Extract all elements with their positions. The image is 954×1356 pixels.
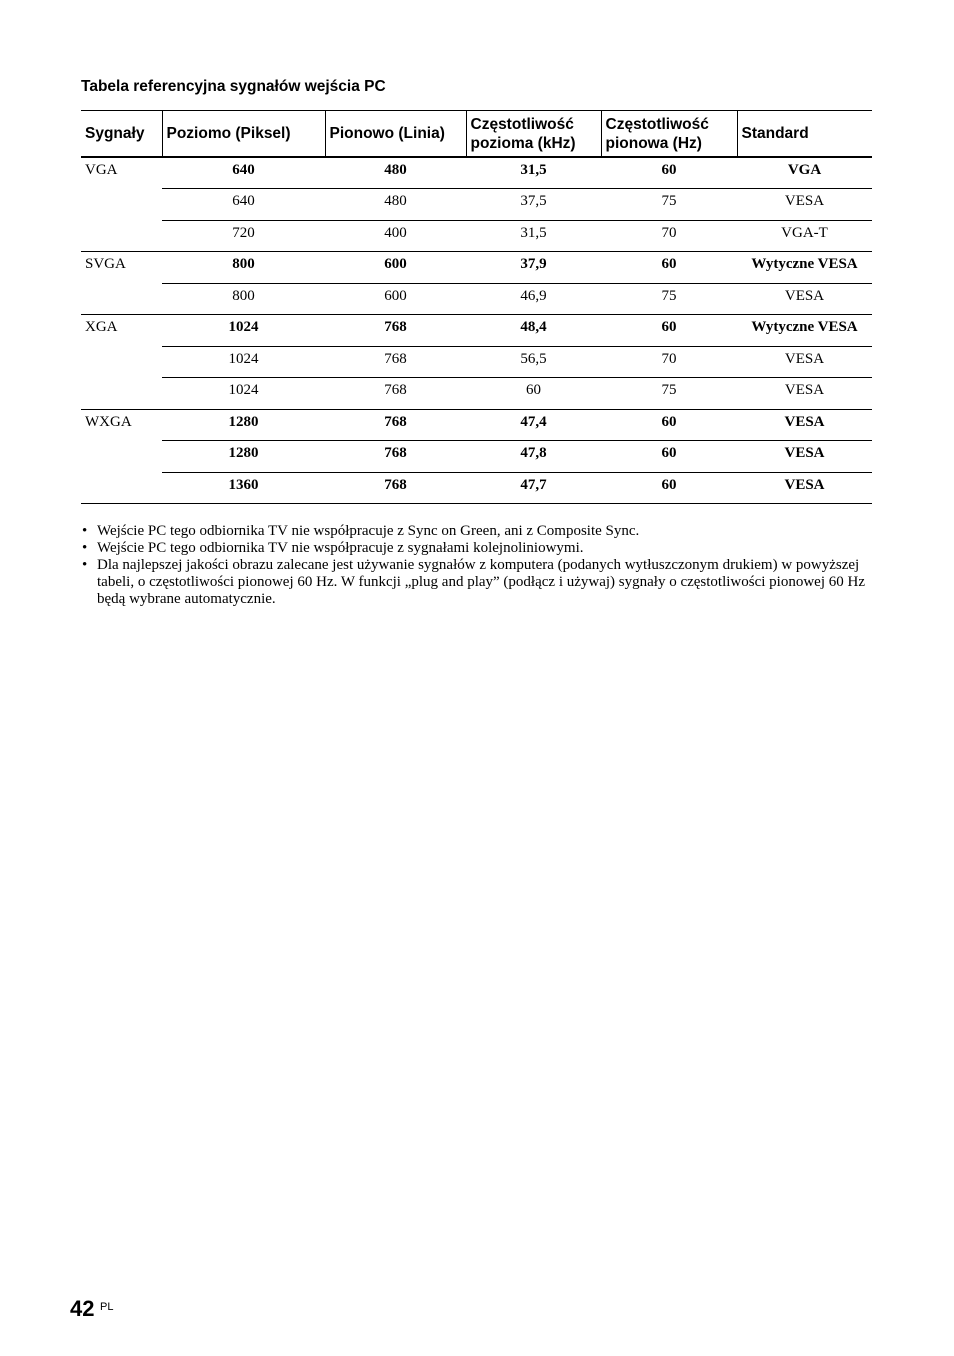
- table-header-row: [81, 111, 872, 158]
- table-row: [81, 283, 872, 315]
- cell-vertical-frequency: 75: [601, 283, 737, 315]
- cell-standard: VESA: [737, 189, 872, 221]
- cell-standard: Wytyczne VESA: [737, 252, 872, 284]
- bullet-icon: •: [82, 557, 88, 573]
- cell-vertical-line: 768: [325, 409, 466, 441]
- cell-horizontal-pixel: 1280: [162, 409, 325, 441]
- cell-horizontal-pixel: 1024: [162, 346, 325, 378]
- cell-horizontal-pixel: 640: [162, 157, 325, 189]
- bullet-icon: •: [82, 540, 88, 556]
- table-row: [81, 409, 872, 441]
- cell-horizontal-frequency: 31,5: [466, 157, 601, 189]
- cell-vertical-line: 768: [325, 472, 466, 504]
- table-row: [81, 441, 872, 473]
- cell-standard: VESA: [737, 378, 872, 410]
- cell-signal: WXGA: [85, 413, 132, 430]
- cell-vertical-frequency: 60: [601, 157, 737, 189]
- note-text: Wejście PC tego odbiornika TV nie współpracuje z Sync on Green, ani z Composite Sync.: [97, 523, 640, 539]
- cell-vertical-line: 400: [325, 220, 466, 252]
- cell-horizontal-frequency: 47,7: [466, 472, 601, 504]
- cell-horizontal-frequency: 37,5: [466, 189, 601, 221]
- cell-vertical-frequency: 70: [601, 346, 737, 378]
- table-body: [81, 157, 872, 504]
- cell-signal: [81, 283, 162, 315]
- cell-horizontal-frequency: 47,4: [466, 409, 601, 441]
- note-text: Dla najlepszej jakości obrazu zalecane jest używanie sygnałów z komputera (podanych wytłuszczonym drukiem) w powyższej tabeli, o częstotliwości pionowej 60 Hz. W funkcji „plug and play” (podłącz i używaj) sygnały o częstotliwości pionowej 60 Hz będą wybrane automatycznie.: [97, 557, 865, 607]
- cell-standard: VESA: [737, 283, 872, 315]
- cell-vertical-frequency: 75: [601, 189, 737, 221]
- cell-vertical-frequency: 60: [601, 472, 737, 504]
- note-item: [81, 540, 871, 557]
- table-row: [81, 346, 872, 378]
- cell-vertical-line: 480: [325, 189, 466, 221]
- table-row: [81, 378, 872, 410]
- cell-horizontal-pixel: 720: [162, 220, 325, 252]
- cell-standard: VESA: [737, 409, 872, 441]
- table-row: [81, 315, 872, 347]
- cell-vertical-line: 768: [325, 441, 466, 473]
- cell-vertical-line: 600: [325, 252, 466, 284]
- cell-standard: VESA: [737, 346, 872, 378]
- cell-horizontal-pixel: 1280: [162, 441, 325, 473]
- cell-signal: [81, 189, 162, 221]
- cell-horizontal-pixel: 1024: [162, 315, 325, 347]
- cell-horizontal-pixel: 800: [162, 252, 325, 284]
- header-vertical-line: Pionowo (Linia): [325, 111, 466, 158]
- cell-standard: VGA: [737, 157, 872, 189]
- cell-standard: Wytyczne VESA: [737, 315, 872, 347]
- page-language: PL: [100, 1301, 114, 1313]
- cell-standard: VESA: [737, 472, 872, 504]
- cell-signal: [81, 346, 162, 378]
- cell-standard: VGA-T: [737, 220, 872, 252]
- cell-horizontal-pixel: 1024: [162, 378, 325, 410]
- table-row: [81, 472, 872, 504]
- cell-vertical-line: 600: [325, 283, 466, 315]
- cell-signal: [81, 441, 162, 473]
- table-row: [81, 157, 872, 189]
- section-title: Tabela referencyjna sygnałów wejścia PC: [81, 78, 386, 95]
- cell-horizontal-frequency: 31,5: [466, 220, 601, 252]
- bullet-icon: •: [82, 523, 88, 539]
- header-horizontal-frequency: Częstotliwość pozioma (kHz): [466, 111, 601, 158]
- cell-vertical-line: 768: [325, 315, 466, 347]
- cell-horizontal-pixel: 800: [162, 283, 325, 315]
- cell-signal: SVGA: [85, 256, 126, 272]
- cell-horizontal-frequency: 48,4: [466, 315, 601, 347]
- cell-horizontal-frequency: 60: [466, 378, 601, 410]
- cell-signal: VGA: [85, 162, 118, 178]
- cell-vertical-frequency: 70: [601, 220, 737, 252]
- cell-vertical-line: 768: [325, 378, 466, 410]
- cell-vertical-frequency: 60: [601, 252, 737, 284]
- note-text: Wejście PC tego odbiornika TV nie współpracuje z sygnałami kolejnoliniowymi.: [97, 540, 584, 556]
- notes-list: [81, 523, 871, 608]
- table-row: [81, 220, 872, 252]
- page-number: 42: [70, 1296, 95, 1321]
- header-signals: Sygnały: [81, 111, 162, 158]
- cell-horizontal-frequency: 56,5: [466, 346, 601, 378]
- cell-signal: [81, 220, 162, 252]
- cell-vertical-frequency: 60: [601, 315, 737, 347]
- cell-horizontal-pixel: 640: [162, 189, 325, 221]
- header-vertical-frequency: Częstotliwość pionowa (Hz): [601, 111, 737, 158]
- cell-horizontal-frequency: 46,9: [466, 283, 601, 315]
- cell-horizontal-frequency: 47,8: [466, 441, 601, 473]
- header-horizontal-pixel: Poziomo (Piksel): [162, 111, 325, 158]
- cell-signal: XGA: [85, 319, 118, 335]
- cell-vertical-frequency: 60: [601, 409, 737, 441]
- table-row: [81, 252, 872, 284]
- pc-signal-table: [81, 110, 872, 504]
- cell-vertical-frequency: 60: [601, 441, 737, 473]
- note-item: [81, 523, 871, 540]
- cell-horizontal-pixel: 1360: [162, 472, 325, 504]
- cell-signal: [81, 472, 162, 504]
- cell-vertical-frequency: 75: [601, 378, 737, 410]
- header-standard: Standard: [737, 111, 872, 158]
- cell-standard: VESA: [737, 441, 872, 473]
- note-item: [81, 557, 871, 608]
- cell-horizontal-frequency: 37,9: [466, 252, 601, 284]
- cell-vertical-line: 768: [325, 346, 466, 378]
- cell-vertical-line: 480: [325, 157, 466, 189]
- cell-signal: [81, 378, 162, 410]
- table-row: [81, 189, 872, 221]
